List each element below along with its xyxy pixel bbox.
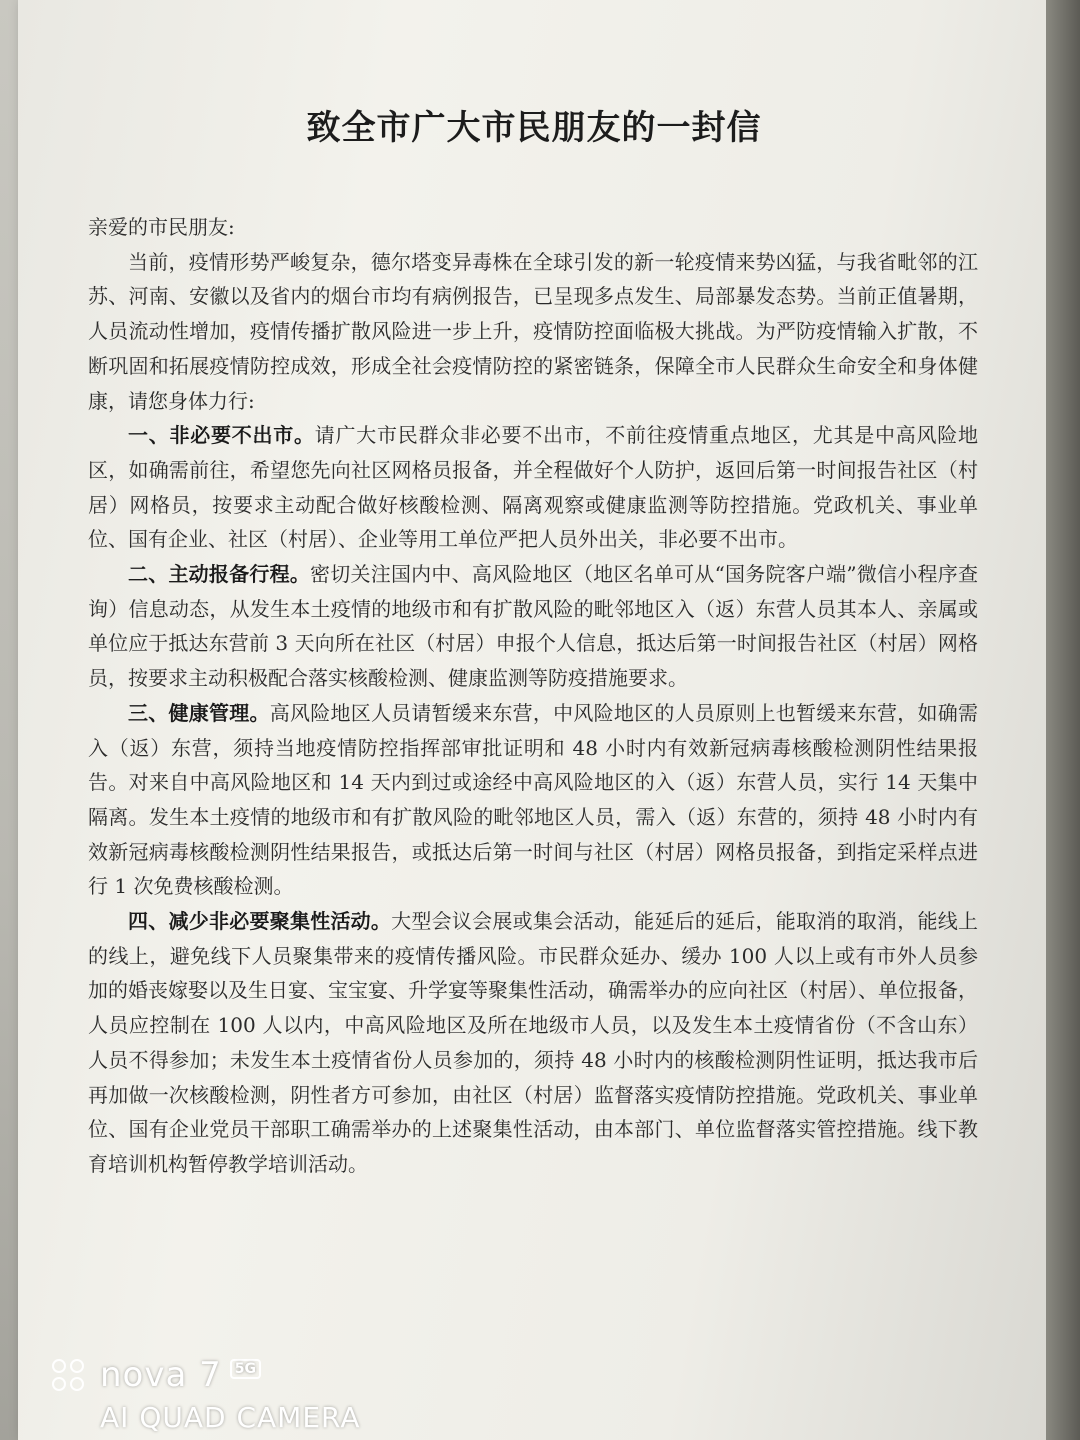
section-text-2: 密切关注国内中、高风险地区（地区名单可从“国务院客户端”微信小程序查询）信息动态，从发生本土疫情的地级市和有扩散风险的毗邻地区入（返）东营人员其本人、亲属或单位应于抵达东营前 3 天向所在社区（村居）申报个人信息，抵达后第一时间报告社区（村居）网格员，按要求主动积极配合落实核酸检测、健康监测等防疫措施要求。: [88, 562, 978, 691]
letter-page: [18, 0, 1050, 1440]
section-paragraph-2: [88, 557, 978, 696]
watermark-brand: nova 7: [100, 1355, 222, 1395]
intro-paragraph: 当前，疫情形势严峻复杂，德尔塔变异毒株在全球引发的新一轮疫情来势凶猛，与我省毗邻的江苏、河南、安徽以及省内的烟台市均有病例报告，已呈现多点发生、局部暴发态势。当前正值暑期，人员流动性增加，疫情传播扩散风险进一步上升，疫情防控面临极大挑战。为严防疫情输入扩散，不断巩固和拓展疫情防控成效，形成全社会疫情防控的紧密链条，保障全市人民群众生命安全和身体健康，请您身体力行:: [88, 249, 978, 413]
section-heading-2: 二、主动报备行程。: [128, 562, 311, 587]
letter-body: [88, 210, 978, 1182]
letter-title: 致全市广大市民朋友的一封信: [306, 108, 762, 148]
watermark-5g-badge: 5G: [230, 1359, 261, 1379]
section-heading-4: 四、减少非必要聚集性活动。: [128, 909, 392, 934]
table-edge: [1046, 0, 1080, 1440]
section-text-1: 请广大市民群众非必要不出市，不前往疫情重点地区，尤其是中高风险地区，如确需前往，希望您先向社区网格员报备，并全程做好个人防护，返回后第一时间报告社区（村居）网格员，按要求主动配合做好核酸检测、隔离观察或健康监测等防控措施。党政机关、事业单位、国有企业、社区（村居）、企业等用工单位严把人员外出关，非必要不出市。: [88, 423, 978, 552]
section-paragraph-3: [88, 696, 978, 904]
section-paragraph-4: [88, 904, 978, 1182]
quad-camera-icon: [52, 1359, 84, 1391]
section-text-3: 高风险地区人员请暂缓来东营，中风险地区的人员原则上也暂缓来东营，如确需入（返）东营，须持当地疫情防控指挥部审批证明和 48 小时内有效新冠病毒核酸检测阴性结果报告。对来自中高风险地区和 14 天内到过或途经中高风险地区的入（返）东营人员，实行 14 天集中隔离。发生本土疫情的地级市和有扩散风险的毗邻地区人员，需入（返）东营的，须持 48 小时内有效新冠病毒核酸检测阴性结果报告，或抵达后第一时间与社区（村居）网格员报备，到指定采样点进行 1 次免费核酸检测。: [88, 700, 979, 899]
camera-watermark: [52, 1355, 361, 1434]
section-heading-3: 三、健康管理。: [128, 700, 270, 725]
salutation: 亲爱的市民朋友:: [88, 215, 235, 239]
section-paragraph-1: [88, 418, 978, 557]
section-text-4: 大型会议会展或集会活动，能延后的延后，能取消的取消，能线上的线上，避免线下人员聚集带来的疫情传播风险。市民群众延办、缓办 100 人以上或有市外人员参加的婚丧嫁娶以及生日宴、宝宝宴、升学宴等聚集性活动，确需举办的应向社区（村居）、单位报备，人员应控制在 100 人以内，中高风险地区及所在地级市人员，以及发生本土疫情省份（不含山东）人员不得参加；未发生本土疫情省份人员参加的，须持 48 小时内的核酸检测阴性证明，抵达我市后再加做一次核酸检测，阴性者方可参加，由社区（村居）监督落实疫情防控措施。党政机关、事业单位、国有企业党员干部职工确需举办的上述聚集性活动，由本部门、单位监督落实管控措施。线下教育培训机构暂停教学培训活动。: [88, 909, 979, 1176]
watermark-camera-label: AI QUAD CAMERA: [100, 1401, 361, 1434]
section-heading-1: 一、非必要不出市。: [128, 423, 315, 448]
